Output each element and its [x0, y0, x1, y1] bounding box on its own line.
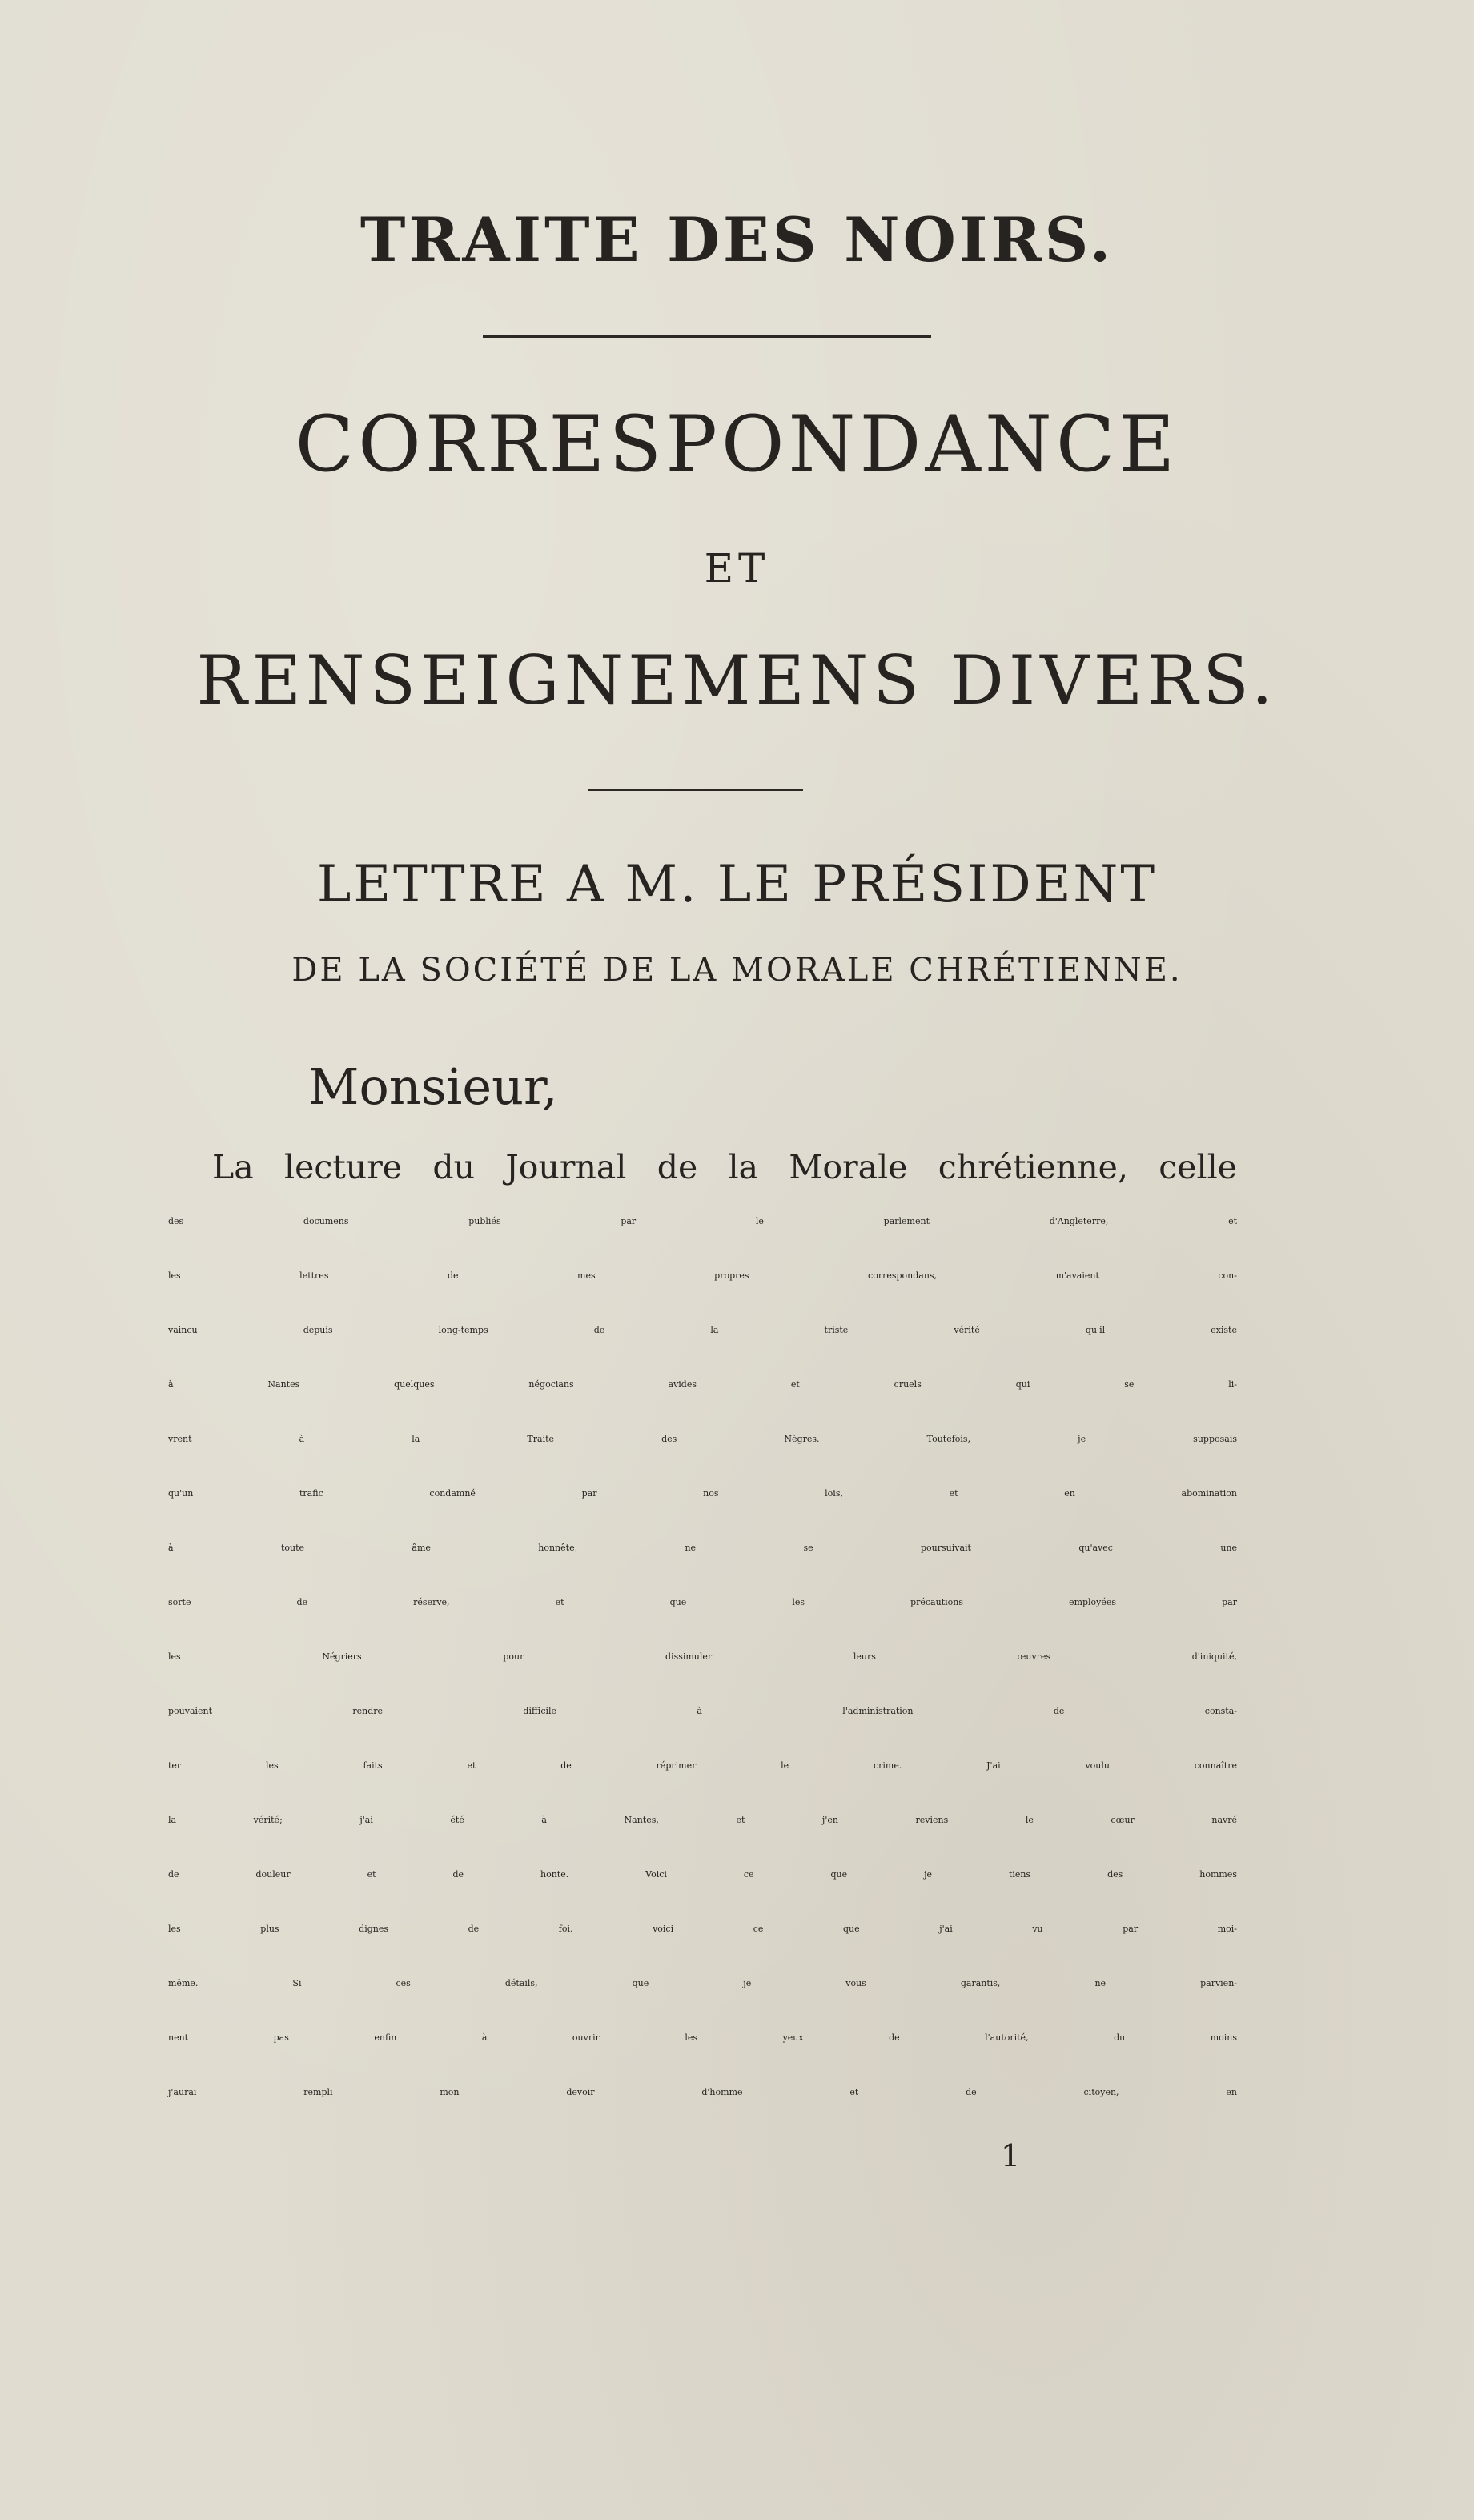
section-title: CORRESPONDANCE: [295, 399, 1179, 489]
body-line: j'aurai rempli mon devoir d'homme et de citoyen, en: [168, 2087, 1237, 2097]
body-line: à toute âme honnête, ne se poursuivait qu'avec une: [168, 1543, 1237, 1553]
letter-subtitle: DE LA SOCIÉTÉ DE LA MORALE CHRÉTIENNE.: [291, 952, 1183, 989]
body-line: pouvaient rendre difficile à l'administration de consta-: [168, 1706, 1237, 1716]
body-line: la vérité; j'ai été à Nantes, et j'en reviens le cœur navré: [168, 1815, 1237, 1825]
decorative-rule-middle: [588, 789, 803, 791]
decorative-rule-top: [483, 335, 931, 338]
body-line: même. Si ces détails, que je vous garantis, ne parvien-: [168, 1978, 1237, 1988]
body-line: La lecture du Journal de la Morale chrétienne, celle: [212, 1148, 1237, 1186]
section-subtitle: RENSEIGNEMENS DIVERS.: [196, 641, 1278, 720]
letter-title: LETTRE A M. LE PRÉSIDENT: [316, 855, 1158, 914]
body-line: vaincu depuis long-temps de la triste vérité qu'il existe: [168, 1325, 1237, 1335]
body-line: nent pas enfin à ouvrir les yeux de l'autorité, du moins: [168, 2032, 1237, 2043]
body-line: vrent à la Traite des Nègres. Toutefois, je supposais: [168, 1434, 1237, 1444]
running-head: TRAITE DES NOIRS.: [359, 204, 1115, 275]
body-line: des documens publiés par le parlement d'Angleterre, et: [168, 1216, 1237, 1226]
section-title-conjunction: ET: [704, 545, 770, 592]
body-line: à Nantes quelques négocians avides et cruels qui se li-: [168, 1379, 1237, 1390]
body-line: de douleur et de honte. Voici ce que je tiens des hommes: [168, 1869, 1237, 1880]
body-line: ter les faits et de réprimer le crime. J'ai voulu connaître: [168, 1760, 1237, 1771]
body-line: sorte de réserve, et que les précautions employées par: [168, 1597, 1237, 1607]
body-line: les Négriers pour dissimuler leurs œuvres d'iniquité,: [168, 1651, 1237, 1662]
body-line: les plus dignes de foi, voici ce que j'ai vu par moi-: [168, 1924, 1237, 1934]
letter-salutation: Monsieur,: [308, 1057, 558, 1116]
body-line: les lettres de mes propres correspondans, m'avaient con-: [168, 1270, 1237, 1281]
page-number: 1: [1001, 2138, 1021, 2173]
letter-body: [168, 1140, 1237, 2120]
body-line: qu'un trafic condamné par nos lois, et en abomination: [168, 1488, 1237, 1499]
